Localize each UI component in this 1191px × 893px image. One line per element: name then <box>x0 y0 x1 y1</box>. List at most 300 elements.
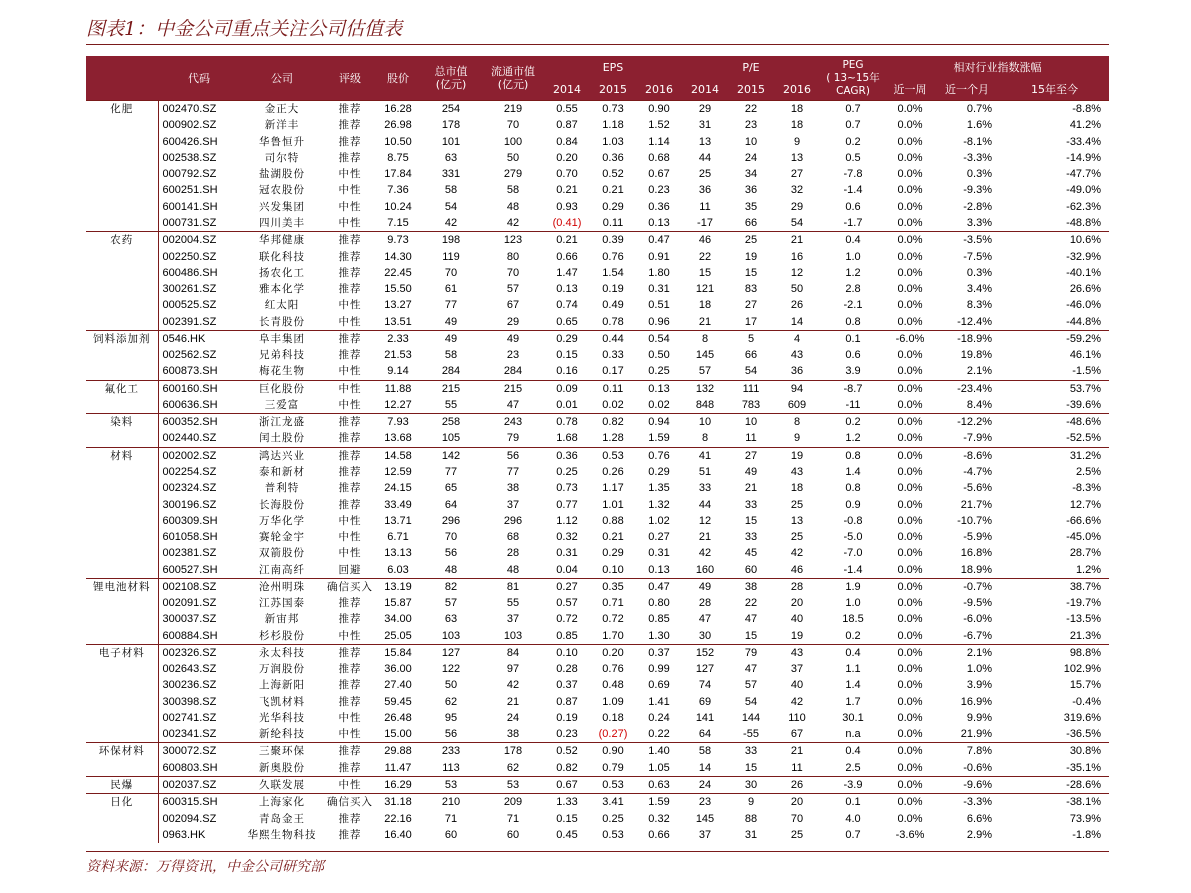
cell-peg: -1.4 <box>843 563 863 576</box>
cell-eps-2014: 0.21 <box>544 232 590 249</box>
cell-rel-ytd: 10.6% <box>1000 232 1109 249</box>
cell-peg: 0.6 <box>845 200 861 213</box>
cell-rating: 推荐 <box>338 812 362 825</box>
cell-peg: 0.9 <box>845 498 861 511</box>
cell-float-cap: 279 <box>503 168 523 181</box>
cell-eps-2014: 0.74 <box>556 299 578 312</box>
cell-mktcap: 119 <box>442 250 460 263</box>
cell-eps-2015: 0.49 <box>602 299 624 312</box>
cell-peg: 0.1 <box>820 330 886 347</box>
cell-float-cap: 37 <box>506 613 520 626</box>
cell-eps-2016: 1.14 <box>648 135 670 148</box>
cell-category: 农药 <box>86 232 158 249</box>
cell-eps-2016: 0.67 <box>648 168 670 181</box>
cell-eps-2015: 0.76 <box>602 250 624 263</box>
cell-code: 002391.SZ <box>158 313 240 330</box>
cell-company: 万润股份 <box>259 663 305 676</box>
cell-rel-week: -6.0% <box>886 330 934 347</box>
cell-eps-2016: 0.31 <box>648 547 670 560</box>
valuation-table-container <box>86 56 1109 843</box>
cell-category <box>86 480 158 496</box>
cell-company: 江南高纤 <box>259 563 305 576</box>
cell-float-cap: 38 <box>506 482 520 495</box>
cell-price: 21.53 <box>384 349 412 362</box>
cell-company: 久联发展 <box>240 776 324 793</box>
cell-pe-2015: 15 <box>744 629 758 642</box>
cell-rel-ytd: -38.1% <box>1000 794 1109 811</box>
cell-eps-2015: 0.29 <box>602 200 624 213</box>
cell-pe-2016: 54 <box>790 216 804 229</box>
cell-rel-month: 2.1% <box>934 644 1000 661</box>
cell-pe-2014: 11 <box>699 200 711 213</box>
cell-company: 联化科技 <box>259 250 305 263</box>
cell-price: 34.00 <box>384 613 412 626</box>
cell-code: 002470.SZ <box>158 101 240 118</box>
cell-rel-month: -2.8% <box>963 200 992 213</box>
cell-pe-2016: 28 <box>774 578 820 595</box>
cell-code: 600426.SH <box>158 134 240 150</box>
cell-pe-2014: 8 <box>682 330 728 347</box>
cell-price: 13.71 <box>384 514 412 527</box>
header-rating: 评级 <box>324 56 376 101</box>
cell-rel-week: -3.6% <box>895 828 925 841</box>
cell-rel-week: 0.0% <box>897 482 923 495</box>
cell-category <box>86 313 158 330</box>
cell-pe-2016: 9 <box>793 135 801 148</box>
cell-pe-2014: -17 <box>697 216 713 229</box>
cell-eps-2016: 0.50 <box>648 349 670 362</box>
cell-peg: -7.0 <box>843 547 863 560</box>
table-row <box>86 513 1109 529</box>
cell-code: 000731.SZ <box>158 215 240 232</box>
cell-category <box>86 150 158 166</box>
cell-rating: 推荐 <box>338 432 362 445</box>
header-price: 股价 <box>376 56 420 101</box>
cell-rel-month: 3.9% <box>966 679 992 692</box>
cell-eps-2016: 0.25 <box>648 365 670 378</box>
cell-float-cap: 68 <box>506 531 520 544</box>
cell-code: 300261.SZ <box>158 281 240 297</box>
cell-mktcap: 62 <box>444 695 458 708</box>
cell-rel-ytd: 102.9% <box>1063 663 1102 676</box>
cell-peg: 1.0 <box>845 597 861 610</box>
table-row <box>86 248 1109 264</box>
cell-eps-2015: 0.73 <box>590 101 636 118</box>
cell-mktcap: 57 <box>444 597 458 610</box>
cell-price: 13.68 <box>384 432 412 445</box>
cell-rel-ytd: -45.0% <box>1066 531 1102 544</box>
cell-category <box>86 529 158 545</box>
header-peg: PEG ( 13~15年 CAGR) <box>820 56 886 101</box>
cell-pe-2015: 35 <box>744 200 758 213</box>
cell-category <box>86 430 158 447</box>
cell-category <box>86 810 158 826</box>
cell-pe-2016: 26 <box>790 299 804 312</box>
cell-rel-month: 3.4% <box>966 283 992 296</box>
cell-pe-2014: 141 <box>695 711 715 724</box>
cell-pe-2014: 10 <box>682 414 728 431</box>
cell-pe-2014: 37 <box>698 828 712 841</box>
cell-rel-ytd: 12.7% <box>1069 498 1102 511</box>
cell-pe-2014: 13 <box>698 135 712 148</box>
cell-price: 12.27 <box>384 398 412 411</box>
cell-rating: 推荐 <box>324 330 376 347</box>
cell-price: 36.00 <box>384 663 412 676</box>
cell-peg: 1.7 <box>845 695 861 708</box>
cell-float-cap: 100 <box>503 135 523 148</box>
cell-eps-2015: 1.09 <box>602 695 624 708</box>
cell-pe-2014: 28 <box>698 597 712 610</box>
header-pe-2015: 2015 <box>728 78 774 101</box>
cell-eps-2015: 0.02 <box>602 398 624 411</box>
cell-peg: 0.2 <box>845 629 861 642</box>
cell-price: 33.49 <box>384 498 412 511</box>
cell-code: 002643.SZ <box>158 661 240 677</box>
cell-rating: 确信买入 <box>324 794 376 811</box>
cell-eps-2015: 0.82 <box>590 414 636 431</box>
header-relative-gain: 相对行业指数涨幅 <box>886 56 1109 78</box>
cell-rel-week: 0.0% <box>886 644 934 661</box>
cell-float-cap: 79 <box>506 432 520 445</box>
cell-eps-2016: 0.24 <box>648 711 670 724</box>
cell-category <box>86 297 158 313</box>
cell-pe-2014: 42 <box>698 547 712 560</box>
table-row <box>86 430 1109 447</box>
cell-peg: -1.4 <box>843 184 863 197</box>
cell-eps-2015: 0.53 <box>602 828 624 841</box>
cell-rel-ytd: -40.1% <box>1066 266 1102 279</box>
cell-rel-month: 21.9% <box>960 728 992 741</box>
table-row <box>86 297 1109 313</box>
cell-peg: 30.1 <box>842 711 864 724</box>
cell-pe-2014: 31 <box>698 119 712 132</box>
cell-code: 300398.SZ <box>158 694 240 710</box>
cell-rating: 中性 <box>338 547 362 560</box>
cell-eps-2015: 0.10 <box>602 563 624 576</box>
cell-rel-ytd: -13.5% <box>1066 613 1102 626</box>
table-row <box>86 760 1109 777</box>
header-rel-ytd: 15年至今 <box>1000 78 1109 101</box>
header-eps-2014: 2014 <box>544 78 590 101</box>
table-header <box>86 56 1109 101</box>
cell-eps-2015: 0.48 <box>602 679 624 692</box>
cell-company: 新奥股份 <box>259 761 305 774</box>
cell-pe-2014: 848 <box>695 398 715 411</box>
cell-peg: -3.9 <box>820 776 886 793</box>
cell-eps-2016: 0.37 <box>636 644 682 661</box>
cell-pe-2016: 16 <box>790 250 804 263</box>
cell-rating: 推荐 <box>338 828 362 841</box>
cell-mktcap: 113 <box>442 761 460 774</box>
cell-peg: 1.2 <box>845 432 861 445</box>
cell-company: 梅花生物 <box>259 365 305 378</box>
cell-rel-ytd: -49.0% <box>1066 184 1102 197</box>
cell-rel-month: -9.5% <box>963 597 992 610</box>
cell-rel-week: 0.0% <box>897 613 923 626</box>
cell-rel-ytd: 41.2% <box>1069 119 1102 132</box>
cell-price: 13.13 <box>384 547 412 560</box>
cell-peg: 0.2 <box>845 135 861 148</box>
cell-rating: 推荐 <box>324 101 376 118</box>
cell-float-cap: 77 <box>506 465 520 478</box>
cell-eps-2016: 0.36 <box>648 200 670 213</box>
cell-eps-2016: 1.35 <box>648 482 670 495</box>
cell-category <box>86 545 158 561</box>
cell-mktcap: 64 <box>444 498 458 511</box>
cell-pe-2016: 8 <box>774 414 820 431</box>
cell-eps-2014: 0.93 <box>556 200 578 213</box>
cell-eps-2014: 0.85 <box>556 629 578 642</box>
cell-eps-2016: 0.76 <box>636 447 682 464</box>
cell-float-cap: 80 <box>506 250 520 263</box>
cell-rating: 中性 <box>338 216 362 229</box>
cell-rel-ytd: -48.8% <box>1066 216 1102 229</box>
cell-pe-2015: 88 <box>744 812 758 825</box>
cell-pe-2015: 23 <box>744 119 758 132</box>
cell-mktcap: 53 <box>420 776 482 793</box>
cell-price: 31.18 <box>376 794 420 811</box>
cell-mktcap: 42 <box>444 216 458 229</box>
cell-eps-2016: 0.23 <box>648 184 670 197</box>
cell-mktcap: 103 <box>441 629 461 642</box>
cell-rel-ytd: -1.8% <box>1072 828 1102 841</box>
cell-pe-2014: 44 <box>698 151 712 164</box>
cell-rating: 推荐 <box>338 482 362 495</box>
cell-price: 16.28 <box>376 101 420 118</box>
cell-pe-2016: 43 <box>790 349 804 362</box>
cell-company: 冠农股份 <box>259 184 305 197</box>
cell-peg: 1.4 <box>845 679 861 692</box>
cell-company: 鸿达兴业 <box>240 447 324 464</box>
cell-price: 12.59 <box>384 465 412 478</box>
cell-eps-2014: 0.36 <box>544 447 590 464</box>
cell-eps-2015: 0.76 <box>602 663 624 676</box>
cell-company: 光华科技 <box>259 711 305 724</box>
cell-eps-2016: 0.47 <box>636 578 682 595</box>
cell-pe-2014: 58 <box>682 743 728 760</box>
cell-rating: 回避 <box>338 563 362 576</box>
cell-eps-2015: 0.20 <box>590 644 636 661</box>
cell-eps-2015: 3.41 <box>590 794 636 811</box>
cell-pe-2016: 21 <box>774 743 820 760</box>
cell-rel-week: 0.0% <box>897 151 923 164</box>
cell-pe-2014: 69 <box>698 695 712 708</box>
cell-eps-2015: 0.36 <box>602 151 624 164</box>
cell-pe-2015: 33 <box>744 498 758 511</box>
cell-pe-2016: 18 <box>774 101 820 118</box>
cell-eps-2016: 0.54 <box>636 330 682 347</box>
cell-price: 7.36 <box>387 184 409 197</box>
table-row <box>86 134 1109 150</box>
cell-company: 新宙邦 <box>264 613 300 626</box>
cell-pe-2015: 21 <box>744 482 758 495</box>
cell-rating: 推荐 <box>324 232 376 249</box>
cell-eps-2014: 0.84 <box>556 135 578 148</box>
cell-code: 002324.SZ <box>158 480 240 496</box>
cell-code: 0963.HK <box>158 827 240 843</box>
cell-pe-2015: 11 <box>745 432 757 445</box>
cell-float-cap: 42 <box>506 216 520 229</box>
cell-rel-week: 0.0% <box>886 101 934 118</box>
cell-peg: 1.2 <box>845 266 861 279</box>
cell-price: 14.58 <box>376 447 420 464</box>
cell-price: 25.05 <box>384 629 412 642</box>
cell-eps-2014: 0.52 <box>544 743 590 760</box>
cell-pe-2014: 160 <box>695 563 715 576</box>
cell-mktcap: 331 <box>441 168 461 181</box>
cell-rel-ytd: -59.2% <box>1000 330 1109 347</box>
cell-pe-2016: 609 <box>787 398 807 411</box>
cell-price: 15.50 <box>384 283 412 296</box>
cell-float-cap: 38 <box>506 728 520 741</box>
cell-code: 002562.SZ <box>158 347 240 363</box>
cell-pe-2015: 25 <box>728 232 774 249</box>
cell-rel-month: 16.8% <box>960 547 992 560</box>
cell-rel-ytd: 2.5% <box>1075 465 1102 478</box>
cell-rel-month: -8.6% <box>934 447 1000 464</box>
cell-eps-2014: 0.28 <box>556 663 578 676</box>
cell-company: 兴发集团 <box>259 200 305 213</box>
cell-eps-2015: 0.44 <box>590 330 636 347</box>
cell-float-cap: 209 <box>482 794 544 811</box>
cell-rating: 推荐 <box>338 761 362 774</box>
cell-rel-ytd: -52.5% <box>1066 432 1102 445</box>
cell-peg: 0.7 <box>845 828 861 841</box>
cell-code: 002741.SZ <box>158 710 240 726</box>
cell-float-cap: 53 <box>482 776 544 793</box>
cell-company: 杉杉股份 <box>259 629 305 642</box>
cell-pe-2014: 121 <box>695 283 715 296</box>
source-note: 资料来源：万得资讯，中金公司研究部 <box>86 859 324 875</box>
cell-rel-week: 0.0% <box>897 349 923 362</box>
table-row <box>86 776 1109 793</box>
cell-eps-2015: 0.71 <box>602 597 624 610</box>
cell-code: 000792.SZ <box>158 166 240 182</box>
cell-float-cap: 49 <box>482 330 544 347</box>
cell-mktcap: 258 <box>420 414 482 431</box>
cell-eps-2015: 0.11 <box>590 380 636 397</box>
cell-eps-2016: 0.31 <box>648 283 670 296</box>
table-body <box>86 101 1109 843</box>
cell-pe-2015: 38 <box>728 578 774 595</box>
table-row <box>86 347 1109 363</box>
header-pe-2014: 2014 <box>682 78 728 101</box>
cell-rel-month: 19.8% <box>960 349 992 362</box>
cell-peg: 0.7 <box>845 119 861 132</box>
cell-price: 27.40 <box>384 679 412 692</box>
cell-pe-2016: 26 <box>774 776 820 793</box>
cell-pe-2016: 19 <box>790 629 804 642</box>
cell-code: 300196.SZ <box>158 496 240 512</box>
cell-rel-week: 0.0% <box>897 283 923 296</box>
cell-rel-ytd: 15.7% <box>1069 679 1102 692</box>
cell-peg: 0.6 <box>845 349 861 362</box>
cell-pe-2015: 47 <box>744 613 758 626</box>
cell-price: 26.48 <box>384 711 412 724</box>
cell-float-cap: 178 <box>482 743 544 760</box>
cell-pe-2014: 21 <box>698 315 712 328</box>
cell-code: 600352.SH <box>158 414 240 431</box>
cell-company: 双箭股份 <box>259 547 305 560</box>
cell-pe-2014: 145 <box>695 349 715 362</box>
cell-mktcap: 105 <box>441 432 461 445</box>
cell-rel-month: 1.0% <box>966 663 992 676</box>
cell-code: 600160.SH <box>158 380 240 397</box>
cell-company: 长海股份 <box>259 498 305 511</box>
cell-eps-2014: 0.13 <box>556 283 578 296</box>
cell-category: 染料 <box>86 414 158 431</box>
cell-float-cap: 23 <box>506 349 520 362</box>
cell-rating: 中性 <box>338 531 362 544</box>
cell-mktcap: 54 <box>444 200 458 213</box>
cell-mktcap: 65 <box>444 482 458 495</box>
cell-mktcap: 49 <box>444 315 458 328</box>
cell-rating: 中性 <box>338 514 362 527</box>
cell-mktcap: 77 <box>444 299 458 312</box>
table-row <box>86 313 1109 330</box>
cell-eps-2016: 1.59 <box>648 432 670 445</box>
cell-float-cap: 71 <box>506 812 520 825</box>
cell-pe-2016: 36 <box>790 365 804 378</box>
cell-price: 15.84 <box>376 644 420 661</box>
cell-category <box>86 661 158 677</box>
cell-eps-2016: 0.51 <box>648 299 670 312</box>
cell-rel-week: 0.0% <box>897 728 923 741</box>
cell-eps-2015: 0.19 <box>602 283 624 296</box>
cell-rel-week: 0.0% <box>897 398 923 411</box>
cell-eps-2015: 0.52 <box>602 168 624 181</box>
cell-pe-2014: 152 <box>682 644 728 661</box>
cell-float-cap: 48 <box>506 200 520 213</box>
cell-pe-2015: 144 <box>741 711 761 724</box>
header-float-cap: 流通市值 (亿元) <box>482 56 544 101</box>
header-pe-2016: 2016 <box>774 78 820 101</box>
table-row <box>86 232 1109 249</box>
cell-company: 华邦健康 <box>240 232 324 249</box>
cell-company: 扬农化工 <box>259 266 305 279</box>
cell-price: 14.30 <box>384 250 412 263</box>
cell-pe-2016: 110 <box>788 711 806 724</box>
cell-rel-ytd: 21.3% <box>1069 629 1102 642</box>
cell-rating: 推荐 <box>338 266 362 279</box>
cell-float-cap: 57 <box>506 283 520 296</box>
cell-eps-2015: 0.29 <box>602 547 624 560</box>
cell-company: 盐湖股份 <box>259 168 305 181</box>
cell-float-cap: 24 <box>506 711 520 724</box>
cell-eps-2015: 0.18 <box>602 711 624 724</box>
cell-eps-2016: 0.90 <box>636 101 682 118</box>
cell-rel-month: 9.9% <box>966 711 992 724</box>
table-row <box>86 447 1109 464</box>
cell-eps-2015: 0.33 <box>602 349 624 362</box>
cell-rating: 中性 <box>324 776 376 793</box>
cell-rel-month: -12.2% <box>934 414 1000 431</box>
cell-mktcap: 95 <box>444 711 458 724</box>
cell-float-cap: 60 <box>506 828 520 841</box>
cell-peg: -8.7 <box>820 380 886 397</box>
figure-title: 图表1：中金公司重点关注公司估值表 <box>86 18 403 40</box>
cell-pe-2015: 15 <box>744 514 758 527</box>
cell-rel-month: -0.6% <box>963 761 992 774</box>
cell-pe-2014: 15 <box>698 266 712 279</box>
cell-mktcap: 215 <box>420 380 482 397</box>
cell-rel-ytd: 1.2% <box>1075 563 1102 576</box>
cell-pe-2015: 36 <box>744 184 758 197</box>
cell-pe-2014: 22 <box>698 250 712 263</box>
cell-category <box>86 248 158 264</box>
cell-eps-2016: 0.68 <box>648 151 670 164</box>
cell-category <box>86 215 158 232</box>
